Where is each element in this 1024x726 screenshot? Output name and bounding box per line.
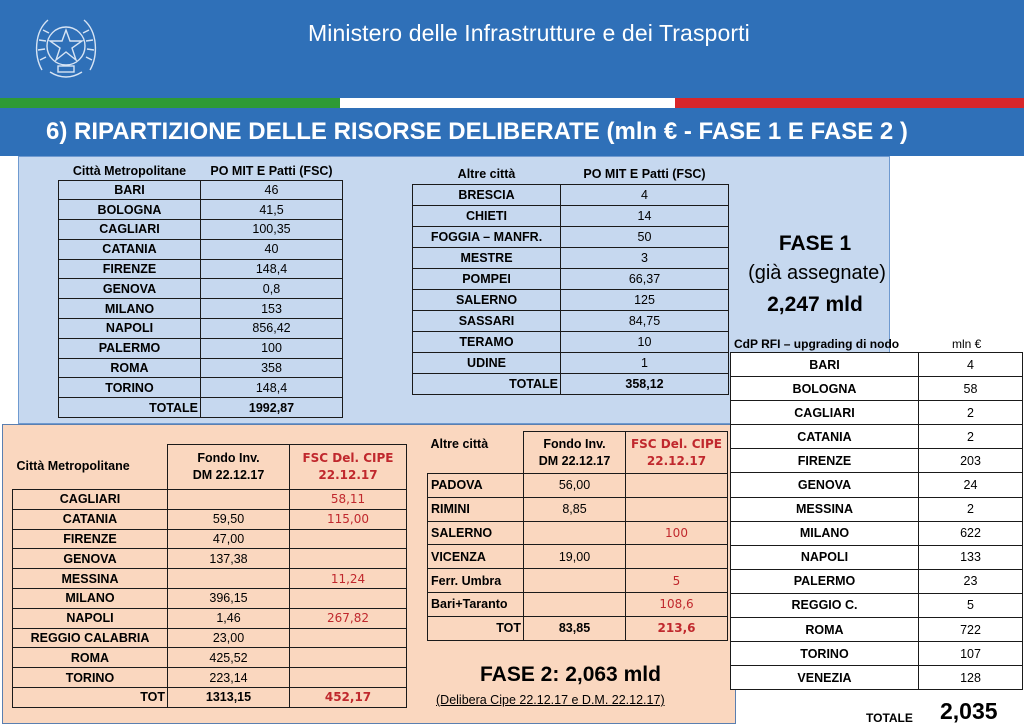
- table-row: [13, 569, 407, 589]
- table-cell: REGGIO CALABRIA: [13, 628, 168, 648]
- table-row: [13, 588, 407, 608]
- table-cell: BOLOGNA: [59, 200, 201, 220]
- fase1-metro-body: [59, 163, 343, 418]
- header-cell: [168, 445, 290, 490]
- table-cell: 10: [561, 331, 729, 352]
- table-cell: PALERMO: [59, 338, 201, 358]
- table-row: [731, 618, 1023, 642]
- table-cell: 8,85: [524, 497, 626, 521]
- table-cell: 223,14: [168, 668, 290, 688]
- table-cell: 396,15: [168, 588, 290, 608]
- table-row: [428, 521, 728, 545]
- table-cell: 23,00: [168, 628, 290, 648]
- fase1-amount: 2,247 mld: [767, 293, 863, 316]
- table-row: [59, 220, 343, 240]
- table-cell: 58,11: [290, 490, 407, 510]
- header-line: 22.12.17: [318, 468, 378, 482]
- table-row: [13, 668, 407, 688]
- table-cell: 2: [919, 497, 1023, 521]
- table-row: [413, 268, 729, 289]
- table-cell: 5: [919, 593, 1023, 617]
- total-row: [13, 687, 407, 707]
- table-cell: 1313,15: [168, 687, 290, 707]
- table-cell: VENEZIA: [731, 666, 919, 690]
- table-cell: 622: [919, 521, 1023, 545]
- table-cell: 1,46: [168, 608, 290, 628]
- table-cell: [168, 569, 290, 589]
- table-row: [731, 377, 1023, 401]
- table-cell: ROMA: [731, 618, 919, 642]
- fase2-title: FASE 2: 2,063 mld: [480, 663, 661, 686]
- table-cell: 128: [919, 666, 1023, 690]
- table-cell: ROMA: [59, 358, 201, 378]
- header-cell: Città Metropolitane: [13, 445, 168, 490]
- table-cell: [290, 588, 407, 608]
- table-cell: 722: [919, 618, 1023, 642]
- rfi-total-value: 2,035: [940, 698, 998, 724]
- flag-stripe-white: [340, 98, 675, 108]
- header-line: FSC Del. CIPE: [302, 451, 394, 465]
- table-row: [731, 642, 1023, 666]
- table-cell: 4: [561, 184, 729, 205]
- table-cell: CATANIA: [731, 425, 919, 449]
- table-cell: 2: [919, 401, 1023, 425]
- table-cell: 100: [201, 338, 343, 358]
- rfi-total-label: TOTALE: [866, 711, 913, 725]
- table-cell: TORINO: [13, 668, 168, 688]
- header-bar: [0, 0, 1024, 98]
- table-cell: SALERNO: [413, 289, 561, 310]
- table-row: [413, 331, 729, 352]
- table-row: [428, 545, 728, 569]
- table-cell: TOTALE: [59, 398, 201, 418]
- table-row: [428, 569, 728, 593]
- table-row: [13, 648, 407, 668]
- table-row: [731, 473, 1023, 497]
- republic-emblem-icon: [30, 8, 102, 88]
- rfi-header-unit: mln €: [952, 337, 982, 351]
- table-row: [731, 449, 1023, 473]
- table-cell: [290, 668, 407, 688]
- table-cell: [626, 497, 728, 521]
- fase2-altre-table: [427, 431, 728, 641]
- table-cell: REGGIO C.: [731, 593, 919, 617]
- table-cell: RIMINI: [428, 497, 524, 521]
- table-cell: Ferr. Umbra: [428, 569, 524, 593]
- table-row: [428, 474, 728, 498]
- fase1-title: FASE 1: [778, 232, 852, 255]
- flag-stripe-green: [0, 98, 340, 108]
- header-line: DM 22.12.17: [538, 453, 611, 468]
- table-row: [731, 569, 1023, 593]
- table-cell: CAGLIARI: [13, 490, 168, 510]
- fase1-metro-table: [58, 163, 343, 418]
- table-cell: 148,4: [201, 378, 343, 398]
- header-line: FSC Del. CIPE: [630, 436, 723, 451]
- table-cell: [290, 628, 407, 648]
- table-row: [13, 628, 407, 648]
- table-cell: TOT: [13, 687, 168, 707]
- table-cell: FIRENZE: [731, 449, 919, 473]
- table-cell: NAPOLI: [731, 545, 919, 569]
- table-row: [413, 247, 729, 268]
- table-cell: [290, 529, 407, 549]
- header-line: 22.12.17: [646, 453, 707, 468]
- table-cell: [524, 521, 626, 545]
- table-cell: GENOVA: [59, 279, 201, 299]
- table-cell: 148,4: [201, 259, 343, 279]
- table-cell: 1: [561, 352, 729, 373]
- table-cell: 108,6: [626, 592, 728, 616]
- table-row: [13, 608, 407, 628]
- table-cell: 107: [919, 642, 1023, 666]
- table-row: [428, 497, 728, 521]
- table-cell: POMPEI: [413, 268, 561, 289]
- table-cell: 66,37: [561, 268, 729, 289]
- table-cell: [290, 549, 407, 569]
- header-cell: Altre città: [428, 432, 524, 474]
- fase2-altre-body: [428, 432, 728, 641]
- table-row: [59, 180, 343, 200]
- table-cell: 0,8: [201, 279, 343, 299]
- table-header-row: [428, 432, 728, 474]
- rfi-body: [731, 353, 1023, 690]
- table-cell: 425,52: [168, 648, 290, 668]
- table-cell: 2: [919, 425, 1023, 449]
- table-row: [59, 299, 343, 319]
- table-row: [413, 226, 729, 247]
- table-cell: [168, 490, 290, 510]
- table-row: [731, 545, 1023, 569]
- table-row: [731, 666, 1023, 690]
- table-cell: BRESCIA: [413, 184, 561, 205]
- table-cell: GENOVA: [13, 549, 168, 569]
- ministry-title: Ministero delle Infrastrutture e dei Trasporti: [308, 20, 750, 46]
- table-row: [413, 352, 729, 373]
- table-cell: 203: [919, 449, 1023, 473]
- table-row: [731, 593, 1023, 617]
- table-cell: 133: [919, 545, 1023, 569]
- table-cell: PALERMO: [731, 569, 919, 593]
- fase1-altre-body: [413, 165, 729, 394]
- header-cell: [524, 432, 626, 474]
- table-cell: 47,00: [168, 529, 290, 549]
- table-row: [59, 279, 343, 299]
- table-row: [13, 529, 407, 549]
- table-cell: 267,82: [290, 608, 407, 628]
- table-cell: 14: [561, 205, 729, 226]
- table-cell: Bari+Taranto: [428, 592, 524, 616]
- table-cell: 100,35: [201, 220, 343, 240]
- table-cell: BARI: [731, 353, 919, 377]
- table-cell: 137,38: [168, 549, 290, 569]
- table-row: [731, 401, 1023, 425]
- table-cell: 358,12: [561, 373, 729, 394]
- table-cell: 58: [919, 377, 1023, 401]
- table-cell: 213,6: [626, 616, 728, 640]
- header-line: DM 22.12.17: [192, 468, 265, 482]
- table-cell: 11,24: [290, 569, 407, 589]
- table-cell: NAPOLI: [13, 608, 168, 628]
- table-row: [59, 259, 343, 279]
- table-cell: ROMA: [13, 648, 168, 668]
- table-cell: TORINO: [731, 642, 919, 666]
- table-cell: FIRENZE: [13, 529, 168, 549]
- table-row: [413, 184, 729, 205]
- table-row: [731, 425, 1023, 449]
- table-cell: 115,00: [290, 509, 407, 529]
- table-cell: MILANO: [13, 588, 168, 608]
- header-cell: PO MIT E Patti (FSC): [561, 165, 729, 184]
- table-row: [413, 289, 729, 310]
- flag-stripe-red: [675, 98, 1024, 108]
- table-cell: 41,5: [201, 200, 343, 220]
- table-cell: 40: [201, 239, 343, 259]
- total-row: [428, 616, 728, 640]
- table-cell: MESSINA: [13, 569, 168, 589]
- header-cell: Città Metropolitane: [59, 163, 201, 180]
- table-cell: [524, 569, 626, 593]
- table-cell: UDINE: [413, 352, 561, 373]
- table-cell: MILANO: [59, 299, 201, 319]
- table-cell: 3: [561, 247, 729, 268]
- table-row: [413, 310, 729, 331]
- table-cell: BARI: [59, 180, 201, 200]
- header-line: Fondo Inv.: [197, 451, 260, 465]
- section-title: 6) RIPARTIZIONE DELLE RISORSE DELIBERATE (mln € - FASE 1 E FASE 2 ): [46, 118, 908, 145]
- header-cell: Altre città: [413, 165, 561, 184]
- table-cell: [626, 474, 728, 498]
- fase1-altre-table: [412, 165, 729, 395]
- table-cell: MESTRE: [413, 247, 561, 268]
- table-cell: PADOVA: [428, 474, 524, 498]
- table-row: [731, 497, 1023, 521]
- table-cell: [524, 592, 626, 616]
- table-cell: 5: [626, 569, 728, 593]
- table-cell: 452,17: [290, 687, 407, 707]
- rfi-header-label: CdP RFI – upgrading di nodo: [734, 337, 900, 351]
- table-row: [13, 509, 407, 529]
- fase2-note: (Delibera Cipe 22.12.17 e D.M. 22.12.17): [436, 693, 665, 707]
- fase1-subtitle: (già assegnate): [748, 262, 886, 284]
- table-cell: VICENZA: [428, 545, 524, 569]
- table-cell: CAGLIARI: [59, 220, 201, 240]
- table-cell: SALERNO: [428, 521, 524, 545]
- table-cell: BOLOGNA: [731, 377, 919, 401]
- table-cell: 125: [561, 289, 729, 310]
- table-cell: MESSINA: [731, 497, 919, 521]
- table-cell: CATANIA: [59, 239, 201, 259]
- table-cell: 100: [626, 521, 728, 545]
- table-cell: GENOVA: [731, 473, 919, 497]
- table-cell: 358: [201, 358, 343, 378]
- table-cell: 24: [919, 473, 1023, 497]
- table-row: [413, 205, 729, 226]
- table-cell: MILANO: [731, 521, 919, 545]
- table-row: [731, 353, 1023, 377]
- table-row: [13, 549, 407, 569]
- table-row: [59, 200, 343, 220]
- table-cell: 83,85: [524, 616, 626, 640]
- fase2-metro-table: [12, 444, 407, 708]
- rfi-table: [730, 352, 1023, 690]
- table-cell: CAGLIARI: [731, 401, 919, 425]
- table-cell: 23: [919, 569, 1023, 593]
- table-cell: 59,50: [168, 509, 290, 529]
- header-cell: [626, 432, 728, 474]
- total-row: [413, 373, 729, 394]
- table-cell: 19,00: [524, 545, 626, 569]
- table-cell: TERAMO: [413, 331, 561, 352]
- table-cell: FOGGIA – MANFR.: [413, 226, 561, 247]
- table-cell: NAPOLI: [59, 319, 201, 339]
- table-row: [428, 592, 728, 616]
- header-cell: [290, 445, 407, 490]
- table-cell: 50: [561, 226, 729, 247]
- table-cell: TORINO: [59, 378, 201, 398]
- table-header-row: [413, 165, 729, 184]
- table-cell: TOTALE: [413, 373, 561, 394]
- table-cell: 4: [919, 353, 1023, 377]
- table-row: [59, 378, 343, 398]
- header-line: Fondo Inv.: [543, 436, 606, 451]
- table-row: [13, 490, 407, 510]
- table-cell: FIRENZE: [59, 259, 201, 279]
- table-header-row: [13, 445, 407, 490]
- table-cell: 84,75: [561, 310, 729, 331]
- table-cell: 856,42: [201, 319, 343, 339]
- table-row: [59, 358, 343, 378]
- header-cell: PO MIT E Patti (FSC): [201, 163, 343, 180]
- table-cell: CATANIA: [13, 509, 168, 529]
- table-row: [59, 239, 343, 259]
- table-cell: [290, 648, 407, 668]
- table-cell: 46: [201, 180, 343, 200]
- table-cell: 56,00: [524, 474, 626, 498]
- table-row: [731, 521, 1023, 545]
- total-row: [59, 398, 343, 418]
- table-row: [59, 319, 343, 339]
- table-cell: 153: [201, 299, 343, 319]
- table-cell: SASSARI: [413, 310, 561, 331]
- fase2-metro-body: [13, 445, 407, 708]
- table-cell: [626, 545, 728, 569]
- table-cell: TOT: [428, 616, 524, 640]
- table-cell: CHIETI: [413, 205, 561, 226]
- table-header-row: [59, 163, 343, 180]
- table-cell: 1992,87: [201, 398, 343, 418]
- table-row: [59, 338, 343, 358]
